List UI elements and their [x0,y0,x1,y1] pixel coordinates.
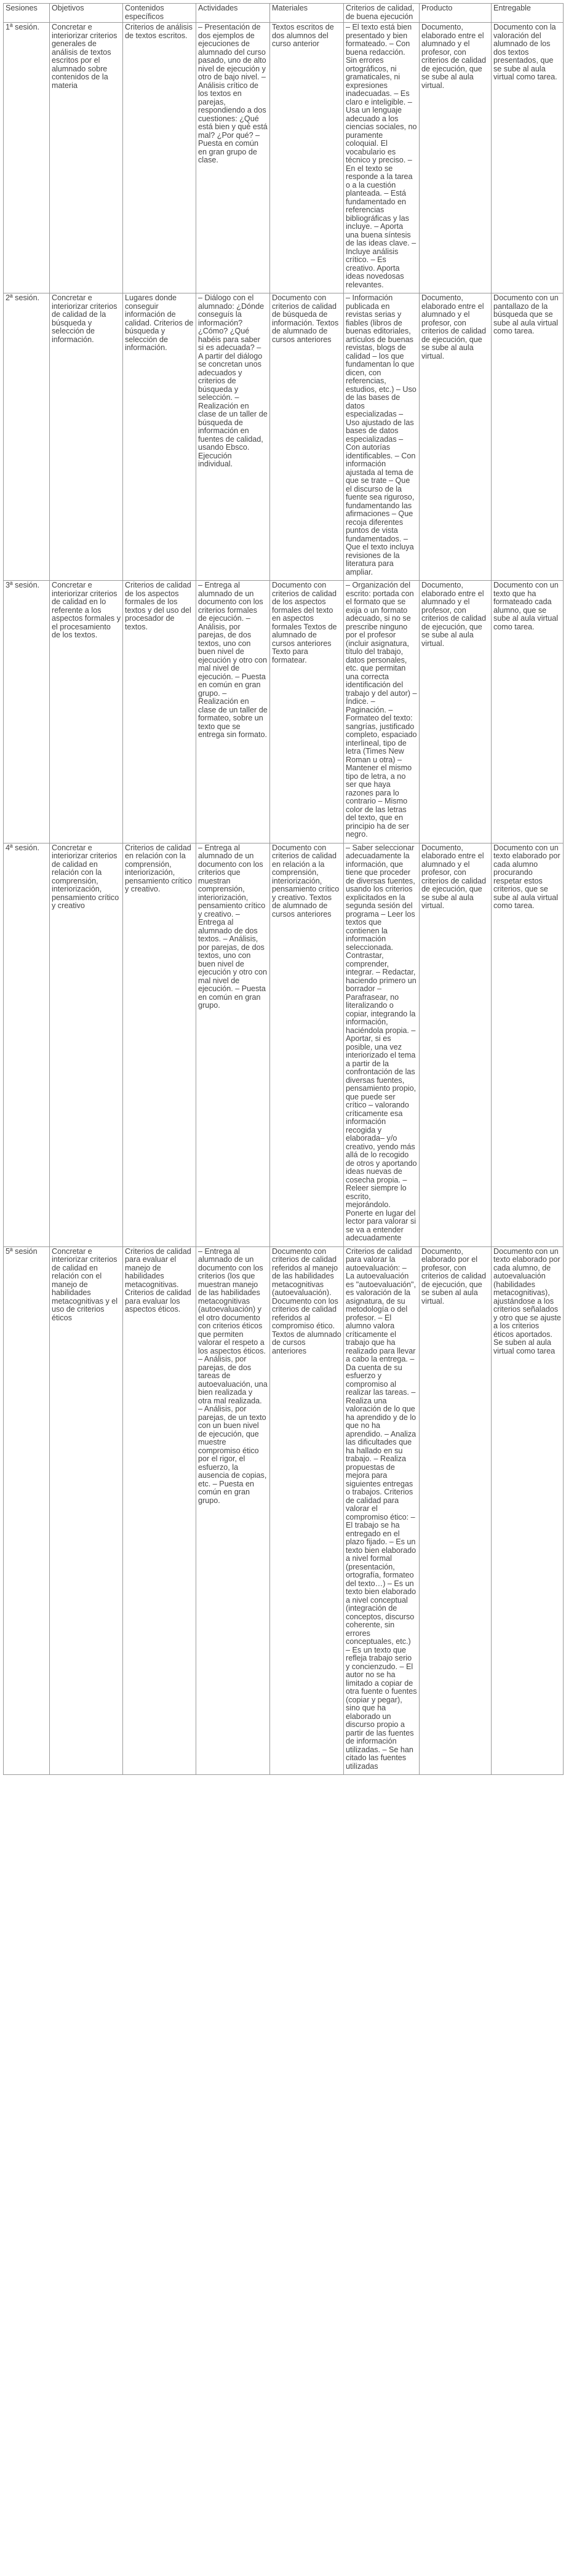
cell-actividades: – Diálogo con el alumnado: ¿Dónde conseguís la información? ¿Cómo? ¿Qué habéis para saber si es adecuada? – A partir del diálogo se concretan unos adecuados y criterios de búsqueda y selección. – Realización en clase de un taller de búsqueda de información en fuentes de calidad, usando Ebsco. Ejecución individual. [196,293,270,581]
cell-materiales: Textos escritos de dos alumnos del curso anterior [270,23,344,293]
cell-producto: Documento, elaborado por el profesor, con criterios de calidad de ejecución, que se suben al aula virtual. [420,1246,492,1775]
cell-criterios: – Saber seleccionar adecuadamente la información, que tiene que proceder de diversas fuentes, usando los criterios explicitados en la segunda sesión del programa – Leer los textos que contienen la información seleccionada. Contrastar, comprender, integrar. – Redactar, haciendo primero un borrador – Parafrasear, no literalizando o copiar, integrando la información, haciéndola propia. – Aportar, si es posible, una vez interiorizado el tema a partir de la confrontación de las diversas fuentes, pensamiento propio, que puede ser crítico – valorando críticamente esa información recogida y elaborada– y/o creativo, yendo más allá de lo recogido de otros y aportando ideas nuevas de cosecha propia. – Releer siempre lo escrito, mejorándolo. Ponerte en lugar del lector para valorar si se va a entender adecuadamente [344,843,420,1246]
cell-producto: Documento, elaborado entre el alumnado y el profesor, con criterios de calidad de ejecución, que se sube al aula virtual. [420,293,492,581]
cell-objetivos: Concretar e interiorizar criterios de calidad en relación con la comprensión, interiorización, pensamiento crítico y creativo [50,843,123,1246]
cell-producto: Documento, elaborado entre el alumnado y el profesor, con criterios de calidad de ejecución, que se sube al aula virtual. [420,581,492,843]
cell-materiales: Documento con criterios de calidad referidos al manejo de las habilidades metacognitivas (autoevaluación). Documento con los criterios de calidad referidos al compromiso ético. Textos de alumnado de cursos anteriores [270,1246,344,1775]
cell-sesion: 2ª sesión. [4,293,50,581]
cell-criterios: – Organización del escrito: portada con el formato que se exija o un formato adecuado, si no se prescribe ninguno por el profesor (incluir asignatura, título del trabajo, datos personales, etc. que permitan una correcta identificación del trabajo y del autor) – Índice. – Paginación. – Formateo del texto: sangrías, justificado completo, espaciado interlineal, tipo de letra (Times New Roman u otra) – Mantener el mismo tipo de letra, a no ser que haya razones para lo contrario – Mismo color de las letras del texto, que en principio ha de ser negro. [344,581,420,843]
cell-contenidos: Criterios de calidad para evaluar el manejo de habilidades metacognitivas. Criterios de calidad para evaluar los aspectos éticos. [123,1246,196,1775]
cell-materiales: Documento con criterios de calidad de búsqueda de información. Textos de alumnado de cursos anteriores [270,293,344,581]
table-row [4,581,564,843]
cell-actividades: – Presentación de dos ejemplos de ejecuciones de alumnado del curso pasado, uno de alto nivel de ejecución y otro de bajo nivel. – Análisis crítico de los textos en parejas, respondiendo a dos cuestiones: ¿Qué está bien y qué está mal? ¿Por qué? – Puesta en común en gran grupo de clase. [196,23,270,293]
cell-entregable: Documento con un pantallazo de la búsqueda que se sube al aula virtual como tarea. [492,293,564,581]
cell-objetivos: Concretar e interiorizar criterios generales de análisis de textos escritos por el alumnado sobre contenidos de la materia [50,23,123,293]
cell-sesion: 3ª sesión. [4,581,50,843]
cell-producto: Documento, elaborado entre el alumnado y el profesor, con criterios de calidad de ejecución, que se sube al aula virtual. [420,23,492,293]
header-objetivos: Objetivos [50,4,123,23]
header-sesiones: Sesiones [4,4,50,23]
cell-contenidos: Criterios de calidad en relación con la comprensión, interiorización, pensamiento crítico y creativo. [123,843,196,1246]
cell-materiales: Documento con criterios de calidad en relación a la comprensión, interiorización, pensamiento crítico y creativo. Textos de alumnado de cursos anteriores [270,843,344,1246]
cell-contenidos: Criterios de calidad de los aspectos formales de los textos y del uso del procesador de textos. [123,581,196,843]
header-criterios: Criterios de calidad, de buena ejecución [344,4,420,23]
header-materiales: Materiales [270,4,344,23]
cell-producto: Documento, elaborado entre el alumnado y el profesor, con criterios de calidad de ejecución, que se sube al aula virtual. [420,843,492,1246]
header-contenidos: Contenidos específicos [123,4,196,23]
cell-entregable: Documento con un texto que ha formateado cada alumno, que se sube al aula virtual como tarea. [492,581,564,843]
header-entregable: Entregable [492,4,564,23]
header-producto: Producto [420,4,492,23]
table-row [4,293,564,581]
cell-criterios: – Información publicada en revistas serias y fiables (libros de buenas editoriales, artículos de buenas revistas, blogs de calidad – los que fundamentan lo que dicen, con referencias, estudios, etc.) – Uso de las bases de datos especializadas – Uso ajustado de las bases de datos especializadas – Con autorías identificables. – Con información ajustada al tema de que se trate – Que el discurso de la fuente sea riguroso, fundamentando las afirmaciones – Que recoja diferentes puntos de vista fundamentados. – Que el texto incluya revisiones de la literatura para ampliar. [344,293,420,581]
table-row [4,843,564,1246]
cell-criterios: – El texto está bien presentado y bien formateado. – Con buena redacción. Sin errores ortográficos, ni gramaticales, ni expresiones inadecuadas. – Es claro e inteligible. – Usa un lenguaje adecuado a los ciencias sociales, no puramente coloquial. El vocabulario es técnico y preciso. – En el texto se responde a la tarea o a la cuestión planteada. – Está fundamentado en referencias bibliográficas y las incluye. – Aporta una buena síntesis de las ideas clave. – Incluye análisis crítico. – Es creativo. Aporta ideas novedosas relevantes. [344,23,420,293]
cell-criterios: Criterios de calidad para valorar la autoevaluación: – La autoevaluación es "autoevaluación", es valoración de la asignatura, de su metodología o del profesor. – El alumno valora críticamente el trabajo que ha realizado para llevar a cabo la entrega. – Da cuenta de su esfuerzo y compromiso al realizar las tareas. – Realiza una valoración de lo que ha aprendido y de lo que no ha aprendido. – Analiza las dificultades que ha hallado en su trabajo. – Realiza propuestas de mejora para siguientes entregas o trabajos. Criterios de calidad para valorar el compromiso ético: – El trabajo se ha entregado en el plazo fijado. – Es un texto bien elaborado a nivel formal (presentación, ortografía, formateo del texto…) – Es un texto bien elaborado a nivel conceptual (integración de conceptos, discurso coherente, sin errores conceptuales, etc.) – Es un texto que refleja trabajo serio y concienzudo. – El autor no se ha limitado a copiar de otra fuente o fuentes (copiar y pegar), sino que ha elaborado un discurso propio a partir de las fuentes de información utilizadas. – Se han citado las fuentes utilizadas [344,1246,420,1775]
cell-objetivos: Concretar e interiorizar criterios de calidad de la búsqueda y selección de información. [50,293,123,581]
cell-actividades: – Entrega al alumnado de un documento con los criterios formales de ejecución. – Análisis, por parejas, de dos textos, uno con buen nivel de ejecución y otro con mal nivel de ejecución. – Puesta en común en gran grupo. – Realización en clase de un taller de formateo, sobre un texto que se entrega sin formato. [196,581,270,843]
cell-actividades: – Entrega al alumnado de un documento con los criterios que muestran comprensión, interiorización, pensamiento crítico y creativo. – Entrega al alumnado de dos textos. – Análisis, por parejas, de dos textos, uno con buen nivel de ejecución y otro con mal nivel de ejecución. – Puesta en común en gran grupo. [196,843,270,1246]
cell-entregable: Documento con la valoración del alumnado de los dos textos presentados, que se sube al aula virtual como tarea. [492,23,564,293]
table-header-row [4,4,564,23]
cell-objetivos: Concretar e interiorizar criterios de calidad en relación con el manejo de habilidades metacognitivas y el uso de criterios éticos [50,1246,123,1775]
sessions-table [3,3,564,1775]
cell-sesion: 4ª sesión. [4,843,50,1246]
cell-contenidos: Lugares donde conseguir información de calidad. Criterios de búsqueda y selección de información. [123,293,196,581]
cell-actividades: – Entrega al alumnado de un documento con los criterios (los que muestran manejo de las habilidades metacognitivas (autoevaluación) y el otro documento con criterios éticos que permiten valorar el respeto a los aspectos éticos. – Análisis, por parejas, de dos tareas de autoevaluación, una bien realizada y otra mal realizada. – Análisis, por parejas, de un texto con un buen nivel de ejecución, que muestre compromiso ético por el rigor, el esfuerzo, la ausencia de copias, etc. – Puesta en común en gran grupo. [196,1246,270,1775]
cell-contenidos: Criterios de análisis de textos escritos. [123,23,196,293]
cell-objetivos: Concretar e interiorizar criterios de calidad en lo referente a los aspectos formales y el procesamiento de los textos. [50,581,123,843]
cell-sesion: 1ª sesión. [4,23,50,293]
table-row [4,23,564,293]
header-actividades: Actividades [196,4,270,23]
cell-entregable: Documento con un texto elaborado por cada alumno, de autoevaluación (habilidades metacognitivas), ajustándose a los criterios señalados y otro que se ajuste a los criterios éticos aportados. Se suben al aula virtual como tarea [492,1246,564,1775]
table-row [4,1246,564,1775]
cell-sesion: 5ª sesión [4,1246,50,1775]
cell-materiales: Documento con criterios de calidad de los aspectos formales del texto en aspectos formales Textos de alumnado de cursos anteriores Texto para formatear. [270,581,344,843]
cell-entregable: Documento con un texto elaborado por cada alumno procurando respetar estos criterios, que se sube al aula virtual como tarea. [492,843,564,1246]
